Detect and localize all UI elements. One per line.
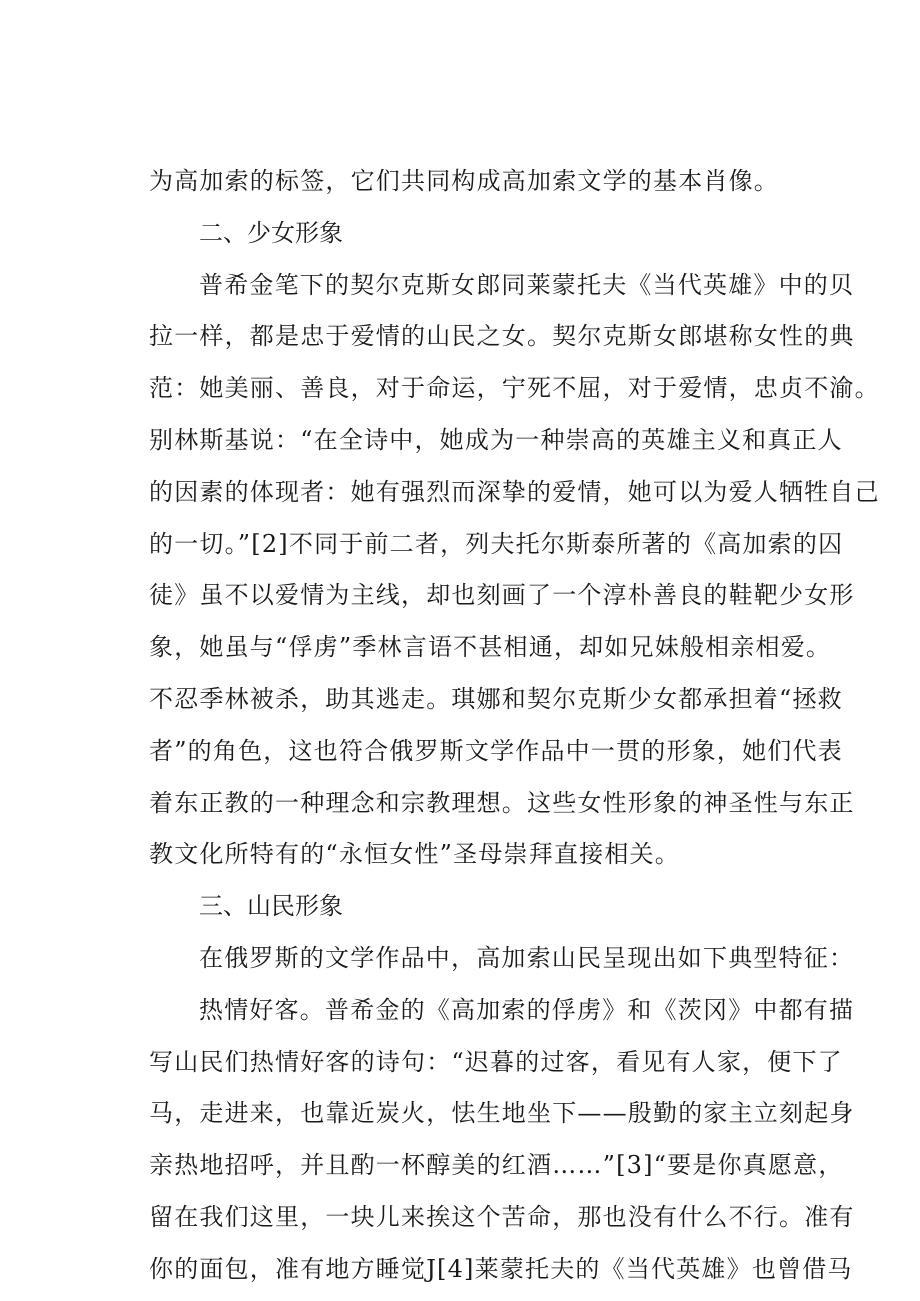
text-line: 徒》虽不以爱情为主线，却也刻画了一个淳朴善良的鞋靶少女形: [149, 581, 855, 610]
section-heading: 三、山民形象: [199, 892, 343, 921]
text-line: 马，走进来，也靠近炭火，怯生地坐下——殷勤的家主立刻起身: [149, 1099, 855, 1128]
text-line: 你的面包，准有地方睡觉J[4]莱蒙托夫的《当代英雄》也曾借马: [149, 1254, 853, 1283]
text-line: 范：她美丽、善良，对于命运，宁死不屈，对于爱情，忠贞不渝。: [149, 374, 880, 403]
text-line: 留在我们这里，一块儿来挨这个苦命，那也没有什么不行。准有: [149, 1202, 855, 1231]
text-line: 着东正教的一种理念和宗教理想。这些女性形象的神圣性与东正: [149, 788, 855, 817]
text-line: 的一切。”[2]不同于前二者，列夫托尔斯泰所著的《高加索的囚: [149, 529, 844, 558]
text-line: 普希金笔下的契尔克斯女郎同莱蒙托夫《当代英雄》中的贝: [199, 270, 855, 299]
text-line: 的因素的体现者：她有强烈而深挚的爱情，她可以为爱人牺牲自己: [149, 477, 880, 506]
text-line: 亲热地招呼，并且酌一杯醇美的红酒……”[3]“要是你真愿意，: [149, 1151, 844, 1180]
text-line: 教文化所特有的“永恒女性”圣母崇拜直接相关。: [149, 840, 680, 869]
text-line: 拉一样，都是忠于爱情的山民之女。契尔克斯女郎堪称女性的典: [149, 322, 855, 351]
text-line: 不忍季林被杀，助其逃走。琪娜和契尔克斯少女都承担着“拯救: [149, 684, 843, 713]
section-heading: 二、少女形象: [199, 218, 343, 247]
text-line: 别林斯基说：“在全诗中，她成为一种崇高的英雄主义和真正人: [149, 425, 843, 454]
text-line: 者”的角色，这也符合俄罗斯文学作品中一贯的形象，她们代表: [149, 736, 843, 765]
text-line: 象，她虽与“俘虏”季林言语不甚相通，却如兄妹般相亲相爱。: [149, 633, 832, 662]
text-line: 在俄罗斯的文学作品中，高加索山民呈现出如下典型特征：: [199, 943, 855, 972]
document-page: [149, 156, 880, 1296]
text-line: 写山民们热情好客的诗句：“迟暮的过客，看见有人家，便下了: [149, 1047, 843, 1076]
text-line: 为高加索的标签，它们共同构成高加索文学的基本肖像。: [149, 167, 779, 195]
text-line: 热情好客。普希金的《高加索的俘虏》和《茨冈》中都有描: [199, 995, 855, 1024]
